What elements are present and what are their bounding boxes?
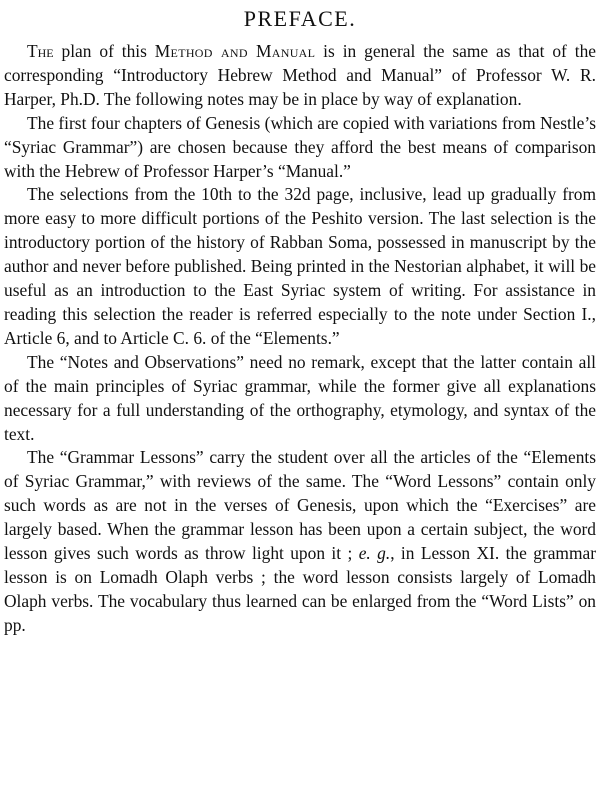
paragraph-5-text-b: , in Lesson XI. the grammar lesson is on Lomadh Olaph verbs ; the word lesson consists largely of Lomadh Olaph verbs. The vocabulary thus learned can be enlarged from the “Word Lists” on pp. xyxy=(4,543,596,635)
paragraph-5-text-a: The “Grammar Lessons” carry the student over all the articles of the “Elements of Syriac Grammar,” with reviews of the same. The “Word Lessons” contain only such words as are not in the verses of Genesis, upon which the “Exercises” are largely based. When the grammar lesson has been upon a certain subject, the word lesson gives such words as throw light upon it ; xyxy=(4,447,596,564)
paragraph-1-text-a: plan of this xyxy=(53,41,155,61)
method-and-manual-smallcaps: Method and Manual xyxy=(154,41,316,61)
page-title: PREFACE. xyxy=(243,6,357,31)
paragraph-1-text-b: is in general the same as that of the corresponding “Introductory Hebrew Method and Manual” of Professor W. R. Harper, Ph.D. The following notes may be in place by way of explanation. xyxy=(4,41,596,109)
paragraph-1 xyxy=(4,40,596,112)
paragraph-2: The first four chapters of Genesis (which are copied with variations from Nestle’s “Syriac Grammar”) are chosen because they afford the best means of comparison with the Hebrew of Professor Harper’s “Manual.” xyxy=(4,112,596,181)
paragraph-5 xyxy=(4,446,596,637)
paragraph-4: The “Notes and Observations” need no remark, except that the latter contain all of the main principles of Syriac grammar, while the former give all explanations necessary for a full understanding of the orthography, etymology, and syntax of the text. xyxy=(4,351,596,444)
paragraph-3: The selections from the 10th to the 32d page, inclusive, lead up gradually from more easy to more difficult portions of the Peshito version. The last selection is the introductory portion of the history of Rabban Soma, possessed in manuscript by the author and never before published. Being printed in the Nestorian alphabet, it will be useful as an introduction to the East Syriac system of writing. For assistance in reading this selection the reader is referred especially to the note under Section I., Article 6, and to Article C. 6. of the “Elements.” xyxy=(4,184,596,348)
eg-abbreviation: e. g. xyxy=(358,543,391,564)
paragraph-1-lead: The xyxy=(27,41,54,61)
